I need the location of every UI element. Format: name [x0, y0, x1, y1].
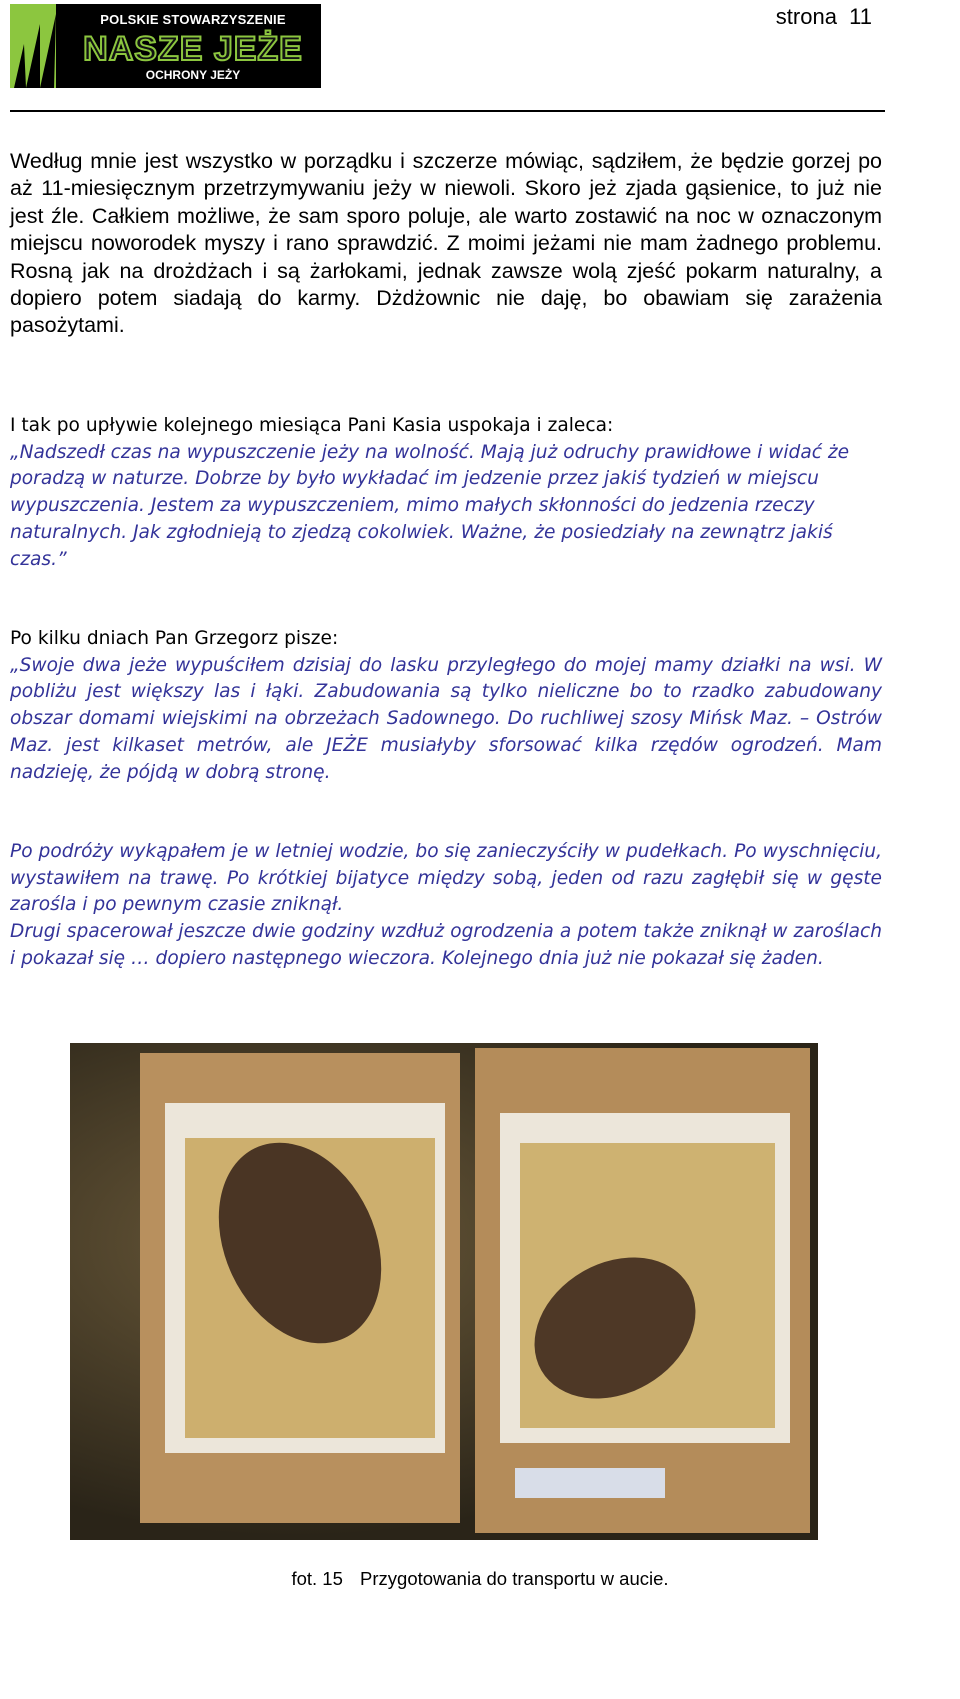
paragraph-4a: Po podróży wykąpałem je w letniej wodzie, bo się zanieczyściły w pudełkach. Po wyschnięciu, wystawiłem na trawę. Po krótkiej bijatyce między sobą, jeden od razu zagłębił się w gęste zarośla i po pewnym czasie zniknął.: [10, 841, 882, 916]
photo-hedgehogs-in-boxes: [70, 1043, 818, 1540]
photo-illustration: [70, 1043, 818, 1540]
logo-line3: OCHRONY JEŻY: [145, 68, 241, 82]
grass-icon: [10, 4, 70, 88]
logo-line1: POLSKIE STOWARZYSZENIE: [100, 12, 286, 27]
figure-caption-text: Przygotowania do transportu w aucie.: [360, 1568, 669, 1589]
section-4: [10, 839, 882, 973]
paragraph-3-quote: „Swoje dwa jeże wypuściłem dzisiaj do lasku przyległego do mojej mamy działki na wsi. W pobliżu jest większy las i łąki. Zabudowania są tylko nieliczne bo to rzadko zabudowany obszar domami wiejskimi na obrzeżach Sadownego. Do ruchliwej szosy Mińsk Maz. – Ostrów Maz. jest kilkaset metrów, ale JEŻE musiałyby sforsować kilka rzędów ogrodzeń. Mam nadzieję, że pójdą w dobrą stronę.: [10, 654, 882, 783]
paragraph-2-quote: „Nadszedł czas na wypuszczenie jeży na wolność. Mają już odruchy prawidłowe i widać że poradzą w naturze. Dobrze by było wykładać im jedzenie przez jakiś tydzień w miejscu wypuszczenia. Jestem za wypuszczeniem, mimo małych skłonności do jedzenia rzeczy naturalnych. Jak zgłodnieją to zjedzą cokolwiek. Ważne, że posiedziały na zewnątrz jakiś czas.”: [10, 441, 850, 570]
box-label: [515, 1468, 665, 1498]
header-rule: [10, 110, 885, 112]
page-number: strona 11: [775, 4, 872, 29]
figure-caption: [0, 1568, 960, 1590]
section-2: [10, 413, 882, 573]
section-3: [10, 626, 882, 786]
figure-number: fot. 15: [291, 1568, 343, 1589]
logo-line2: NASZE JEŻE: [83, 30, 303, 68]
logo: [10, 4, 321, 88]
paragraph-3-intro: Po kilku dniach Pan Grzegorz pisze:: [10, 628, 339, 649]
paragraph-1: Według mnie jest wszystko w porządku i szczerze mówiąc, sądziłem, że będzie gorzej po aż 11-miesięcznym przetrzymywaniu jeży w niewoli. Skoro jeż zjada gąsienice, to już nie jest źle. Całkiem możliwe, że sam sporo poluje, ale warto zostawić na noc w oznaczonym miejscu noworodek myszy i rano sprawdzić. Z moimi jeżami nie mam żadnego problemu. Rosną jak na drożdżach i są żarłokami, jednak zawsze wolą zjeść pokarm naturalny, a dopiero potem siadają do karmy. Dżdżownic nie daję, bo obawiam się zarażenia pasożytami.: [10, 149, 882, 338]
paragraph-4b: Drugi spacerował jeszcze dwie godziny wzdłuż ogrodzenia a potem także zniknął w zaroślach i pokazał się … dopiero następnego wieczora. Kolejnego dnia już nie pokazał się żaden.: [10, 921, 882, 969]
paragraph-2-intro: I tak po upływie kolejnego miesiąca Pani Kasia uspokaja i zaleca:: [10, 415, 614, 436]
